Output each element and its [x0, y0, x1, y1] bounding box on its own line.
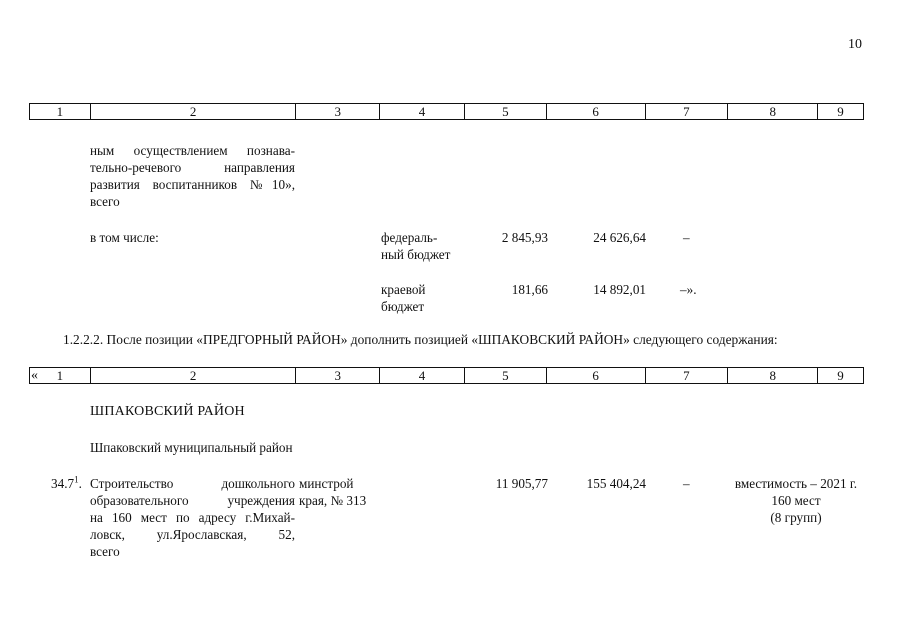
item-capacity — [722, 475, 870, 526]
quote-open: « — [31, 368, 38, 383]
text-line: на 160 мест по адресу г.Михай- — [90, 510, 295, 525]
header-cell: 2 — [91, 368, 297, 383]
text-line: всего — [90, 194, 120, 209]
text-line: всего — [90, 544, 120, 559]
text-line: бюджет — [381, 299, 425, 314]
text-line: минстрой — [299, 476, 354, 491]
item-customer — [299, 475, 384, 509]
text-line: развития воспитанников №10», — [90, 177, 295, 192]
item-number-superscript: 1 — [74, 474, 79, 485]
regional-budget-source — [381, 281, 466, 315]
header-cell: 8 — [728, 104, 818, 119]
item-number-main: 34.7 — [51, 476, 75, 491]
federal-col5-value: 2 845,93 — [501, 230, 548, 245]
header-cell: 5 — [465, 368, 547, 383]
municipality-name: Шпаковский муниципальный район — [90, 440, 293, 455]
header-cell: 9 — [837, 104, 844, 119]
header-cell: 2 — [91, 104, 297, 119]
header-cell: 6 — [547, 368, 646, 383]
table-header-row-bottom — [29, 367, 864, 384]
header-cell: 5 — [465, 104, 547, 119]
header-cell: 8 — [728, 368, 818, 383]
header-cell: 6 — [547, 104, 646, 119]
header-cell: 7 — [646, 104, 729, 119]
object-name-continuation — [90, 142, 295, 210]
including-label: в том числе: — [90, 230, 159, 245]
text-line: ный бюджет — [381, 247, 451, 262]
text-line: края, № 313 — [299, 493, 367, 508]
item-col7-value: – — [683, 476, 690, 491]
page-number: 10 — [848, 37, 862, 52]
regional-col5-value: 181,66 — [511, 282, 548, 297]
instruction-paragraph: 1.2.2.2. После позиции «ПРЕДГОРНЫЙ РАЙОН» дополнить позицией «ШПАКОВСКИЙ РАЙОН» следующего содержания: — [63, 332, 778, 347]
text-line: федераль- — [381, 230, 438, 245]
header-cell: 1 — [30, 104, 91, 119]
table-header-row-top — [29, 103, 864, 120]
header-cell: 9 — [837, 368, 844, 383]
federal-budget-source — [381, 229, 466, 263]
item-number-suffix: . — [78, 476, 82, 491]
text-line: тельно-речевого направления — [90, 160, 295, 175]
federal-col6-value: 24 626,64 — [593, 230, 646, 245]
text-line: образовательного учреждения — [90, 493, 295, 508]
header-cell: 4 — [380, 104, 465, 119]
item-name — [90, 475, 295, 560]
item-col6-value: 155 404,24 — [586, 476, 646, 491]
text-line: 160 мест — [771, 493, 821, 508]
text-line: ным осуществлением познава- — [90, 143, 295, 158]
text-line: вместимость – 2021 г. — [734, 476, 858, 491]
header-cell: 3 — [296, 368, 380, 383]
text-line: Строительство дошкольного — [90, 476, 295, 491]
header-cell: 4 — [380, 368, 465, 383]
regional-col6-value: 14 892,01 — [593, 282, 646, 297]
regional-col7-value: –». — [680, 282, 697, 297]
item-number — [51, 475, 82, 492]
federal-col7-value: – — [683, 230, 690, 245]
text-line: краевой — [381, 282, 426, 297]
item-col5-value: 11 905,77 — [495, 476, 548, 491]
header-cell: 7 — [646, 368, 729, 383]
district-title: ШПАКОВСКИЙ РАЙОН — [90, 404, 245, 419]
header-cell: 3 — [296, 104, 380, 119]
text-line: ловск, ул.Ярославская, 52, — [90, 527, 295, 542]
text-line: (8 групп) — [770, 510, 822, 525]
header-cell: 1 — [30, 368, 91, 383]
